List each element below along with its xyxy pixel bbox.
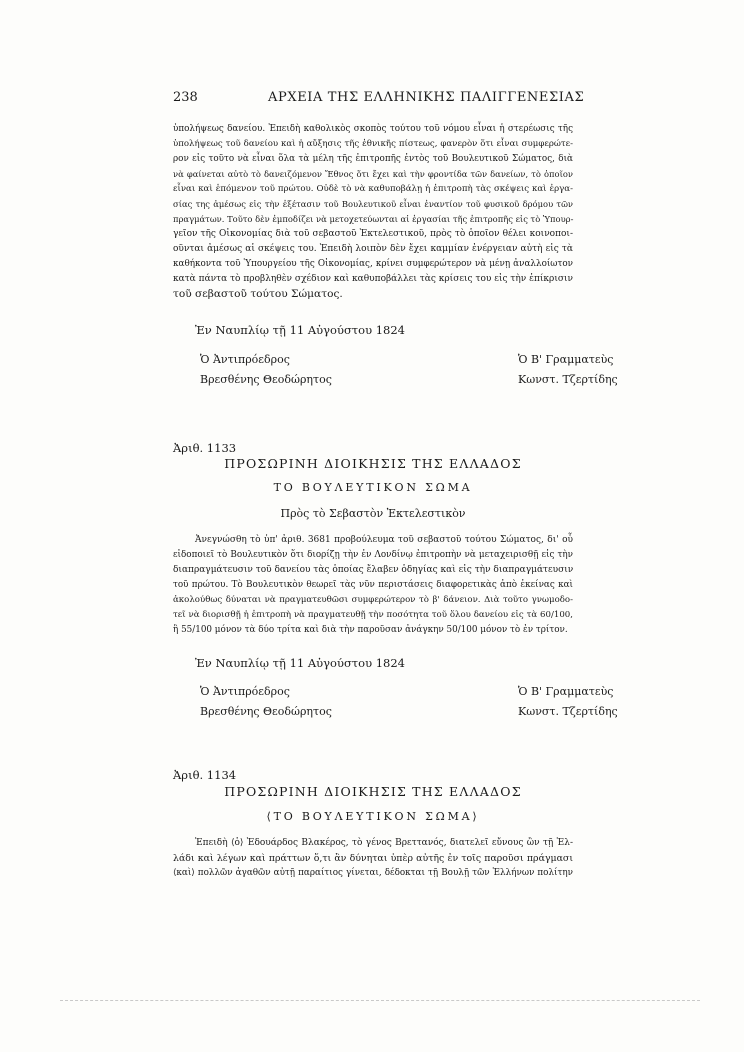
signature-title: Ὁ Β' Γραμματεὺς — [518, 685, 614, 698]
doc2-signature-right — [518, 682, 618, 722]
signature-title: Ὁ Β' Γραμματεὺς — [518, 353, 614, 366]
signature-name: Βρεσθένης Θεοδώρητος — [200, 705, 332, 718]
text-line: ἀκολούθως δύναται νὰ πραγματευθῶσι συμφερώτερον τὸ β' δάνειον. Διὰ τοῦτο γνωμοδο- — [173, 595, 573, 605]
text-line: Ἐπειδὴ ⟨ὁ⟩ Ἐδουάρδος Βλακέρος, τὸ γένος Βρεττανός, διατελεῖ εὔνους ὢν τῇ Ἑλ- — [195, 838, 573, 848]
signature-title: Ὁ Ἀντιπρόεδρος — [200, 685, 290, 698]
running-title: ΑΡΧΕΙΑ ΤΗΣ ΕΛΛΗΝΙΚΗΣ ΠΑΛΙΓΓΕΝΕΣΙΑΣ — [268, 90, 585, 105]
doc2-title: ΠΡΟΣΩΡΙΝΗ ΔΙΟΙΚΗΣΙΣ ΤΗΣ ΕΛΛΑΔΟΣ — [224, 456, 522, 471]
text-line: Ἀνεγνώσθη τὸ ὑπ' ἀριθ. 3681 προβούλευμα τοῦ σεβαστοῦ τούτου Σώματος, δι' οὗ — [195, 535, 573, 545]
text-line: ⟨καὶ⟩ πολλῶν ἀγαθῶν αὐτῇ παραίτιος γίνεται, δέδοκται τῇ Βουλῇ τῶν Ἑλλήνων πολίτην — [173, 868, 573, 878]
text-line: ὑπολήψεως τοῦ δανείου καὶ ἡ αὔξησις τῆς ἐθνικῆς πίστεως, φανερὸν ὅτι εἶναι συμφερώτε- — [173, 139, 573, 149]
text-line: ὑπολήψεως δανείου. Ἐπειδὴ καθολικὸς σκοπὸς τούτου τοῦ νόμου εἶναι ἡ στερέωσις τῆς — [173, 124, 573, 134]
text-line: λάδι καὶ λέγων καὶ πράττων ὅ,τι ἂν δύνηται ὑπὲρ αὐτῆς ἐν τοῖς παροῦσι πράγμασι — [173, 853, 573, 864]
doc1-signature-right — [518, 350, 618, 390]
doc3-title: ΠΡΟΣΩΡΙΝΗ ΔΙΟΙΚΗΣΙΣ ΤΗΣ ΕΛΛΑΔΟΣ — [224, 784, 522, 799]
text-line: καθήκοντα τοῦ Ὑπουργείου τῆς Οἰκονομίας, κρίνει συμφερώτερον νὰ μένῃ ἀναλλοίωτον — [173, 259, 573, 269]
doc2-subtitle: ΤΟ ΒΟΥΛΕΥΤΙΚΟΝ ΣΩΜΑ — [273, 481, 473, 494]
text-line: τοῦ σεβαστοῦ τούτου Σώματος. — [173, 288, 343, 300]
doc3-subtitle: ⟨ΤΟ ΒΟΥΛΕΥΤΙΚΟΝ ΣΩΜΑ⟩ — [266, 810, 480, 823]
signature-name: Βρεσθένης Θεοδώρητος — [200, 373, 332, 386]
text-line: νὰ φαίνεται αὐτὸ τὸ δανειζόμενον Ἔθνος ὅτι ἔχει καὶ τὴν φροντίδα τῶν δανείων, τὸ ὁποῖον — [173, 169, 573, 179]
text-line: γεῖον τῆς Οἰκονομίας διὰ τοῦ σεβαστοῦ Ἐκτελεστικοῦ, πρὸς τὸ ὁποῖον θέλει κοινοποι- — [173, 229, 573, 239]
scan-edge-rule — [60, 1000, 700, 1001]
text-line: διαπραγμάτευσιν τοῦ δανείου τὰς ὁποίας ἔλαβεν ὁδηγίας καὶ εἰς τὴν διαπραγμάτευσιν — [173, 565, 574, 575]
doc1-signature-left — [200, 350, 332, 390]
doc2-addressee: Πρὸς τὸ Σεβαστὸν Ἐκτελεστικὸν — [280, 507, 466, 520]
signature-name: Κωνστ. Τζερτίδης — [518, 373, 618, 386]
doc3-number: Ἀριθ. 1134 — [173, 768, 237, 782]
text-line: σίας της ἀμέσως εἰς τὴν ἐξέτασιν τοῦ Βουλευτικοῦ εἶναι ἐναντίον τοῦ φυσικοῦ δρόμου τῶν — [173, 199, 573, 209]
doc1-dateline: Ἐν Ναυπλίῳ τῇ 11 Αὐγούστου 1824 — [195, 323, 405, 337]
doc2-number: Ἀριθ. 1133 — [173, 441, 237, 455]
doc2-body — [173, 533, 573, 638]
doc1-body — [173, 122, 573, 302]
text-line: τεῖ νὰ διορισθῇ ἡ ἐπιτροπὴ νὰ πραγματευθῇ τὴν ποσότητα τοῦ ὅλου δανείου εἰς τὰ 60/100, — [173, 610, 573, 620]
running-head — [173, 90, 585, 108]
text-line: ρον εἰς τοῦτο νὰ εἶναι ὅλα τὰ μέλη τῆς ἐπιτροπῆς ἐντὸς τοῦ Βουλευτικοῦ Σώματος, διὰ — [173, 154, 573, 164]
text-line: κατὰ πάντα τὸ προβληθὲν σχέδιον καὶ καθυποβάλλει τὰς κρίσεις του εἰς τὴν ἐπίκρισιν — [173, 274, 573, 284]
text-line: οῦνται ἀμέσως αἱ σκέψεις του. Ἐπειδὴ λοιπὸν δὲν ἔχει καμμίαν ἐνέργειαν αὐτὴ εἰς τὰ — [173, 244, 573, 254]
doc3-body — [173, 836, 573, 881]
text-line: ἢ 55/100 μόνον τὰ δύο τρίτα καὶ διὰ τὴν παροῦσαν ἀνάγκην 50/100 μόνον τὸ ἐν τρίτον. — [173, 625, 568, 635]
text-line: τοῦ πρώτου. Τὸ Βουλευτικὸν θεωρεῖ τὰς νῦν περιστάσεις διαφορετικὰς ἀπὸ ἐκείνας καὶ — [173, 580, 573, 590]
page-number: 238 — [173, 90, 198, 105]
signature-title: Ὁ Ἀντιπρόεδρος — [200, 353, 290, 366]
text-line: πραγμάτων. Τοῦτο δὲν ἐμποδίζει νὰ μετοχετεύωνται αἱ ἐργασίαι τῆς ἐπιτροπῆς εἰς τὸ Ὑπουρ- — [173, 214, 574, 224]
doc2-signature-left — [200, 682, 332, 722]
text-line: εἰδοποιεῖ τὸ Βουλευτικὸν ὅτι διορίζῃ τὴν ἐν Λονδίνῳ ἐπιτροπὴν νὰ μεταχειρισθῇ εἰς τὴν — [173, 550, 573, 560]
doc2-dateline: Ἐν Ναυπλίῳ τῇ 11 Αὐγούστου 1824 — [195, 656, 405, 670]
signature-name: Κωνστ. Τζερτίδης — [518, 705, 618, 718]
text-line: εἶναι καὶ ἑπόμενον τοῦ πρώτου. Οὐδὲ τὸ νὰ καθυποβάλῃ ἡ ἐπιτροπὴ τὰς σκέψεις καὶ ἐργα- — [173, 184, 573, 194]
